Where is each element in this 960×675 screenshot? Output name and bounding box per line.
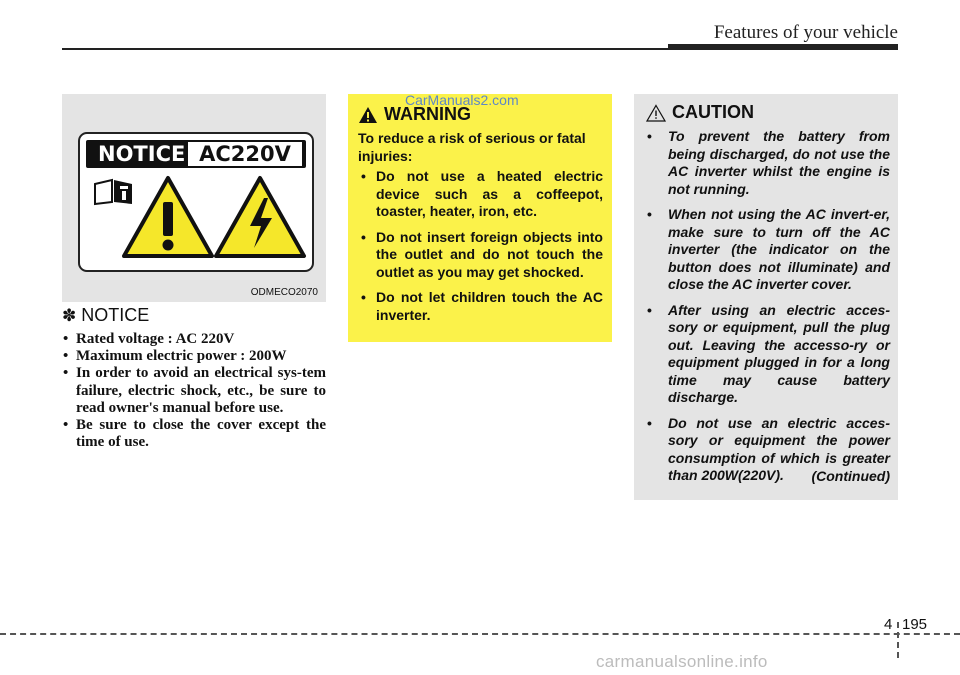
- ac220v-label: [78, 132, 314, 272]
- warning-box: [348, 94, 612, 342]
- notice-heading: [62, 305, 149, 326]
- notice-symbol: ✽: [62, 306, 77, 325]
- notice-item: • Rated voltage : AC 220V: [62, 331, 326, 348]
- banner-notice-text: NOTICE: [98, 142, 186, 166]
- header-title: Features of your vehicle: [713, 22, 898, 43]
- page-number: 195: [902, 616, 928, 633]
- warning-intro: To reduce a risk of serious or fatal injuries:: [358, 130, 586, 164]
- caution-heading: [646, 102, 754, 123]
- exclamation-warning-icon: [120, 174, 216, 260]
- warning-list: [358, 168, 603, 332]
- caution-item: • To prevent the battery from being discharged, do not use the AC inverter whilst the engine is not running.: [644, 128, 890, 198]
- caution-item: • After using an electric acces-sory or equipment, pull the plug out. Leaving the accesso-ry or equipment plugged in for a long time may cause battery discharge.: [644, 302, 890, 407]
- label-banner: [86, 140, 306, 168]
- footer-rule: [0, 633, 960, 635]
- site-watermark: CarManuals2.com: [405, 92, 519, 108]
- warning-item: • Do not let children touch the AC inverter.: [358, 289, 603, 324]
- figure-code: ODMECO2070: [250, 287, 318, 298]
- warning-item: • Do not insert foreign objects into the outlet and do not touch the outlet as you may get shocked.: [358, 229, 603, 282]
- notice-title: NOTICE: [81, 305, 150, 325]
- header-rule-accent: [668, 44, 898, 50]
- caution-triangle-icon: [646, 104, 666, 122]
- notice-label-figure: [62, 94, 326, 302]
- notice-item: • Maximum electric power : 200W: [62, 348, 326, 365]
- chapter-number: 4: [884, 616, 893, 633]
- banner-voltage-text: AC220V: [188, 142, 302, 166]
- electric-shock-warning-icon: [212, 174, 308, 260]
- caution-box: [634, 94, 898, 500]
- footer-watermark: carmanualsonline.info: [596, 652, 768, 671]
- notice-item: • In order to avoid an electrical sys-tem failure, electric shock, etc., be sure to read owner's manual before use.: [62, 365, 326, 417]
- warning-triangle-icon: [358, 106, 378, 124]
- caution-list: [644, 128, 890, 493]
- notice-item: • Be sure to close the cover except the time of use.: [62, 417, 326, 451]
- footer-separator: [897, 622, 899, 658]
- warning-title: WARNING: [384, 104, 471, 124]
- continued-label: (Continued): [811, 468, 890, 484]
- caution-item: • Do not use an electric acces-sory or equipment the power consumption of which is greater than 200W(220V).: [644, 415, 890, 485]
- warning-item: • Do not use a heated electric device such as a coffeepot, toaster, heater, iron, etc.: [358, 168, 603, 221]
- caution-title: CAUTION: [672, 102, 754, 122]
- caution-item: • When not using the AC invert-er, make sure to turn off the AC inverter (the indicator on the button does not illuminate) and close the AC inverter cover.: [644, 206, 890, 294]
- notice-list: [62, 331, 326, 451]
